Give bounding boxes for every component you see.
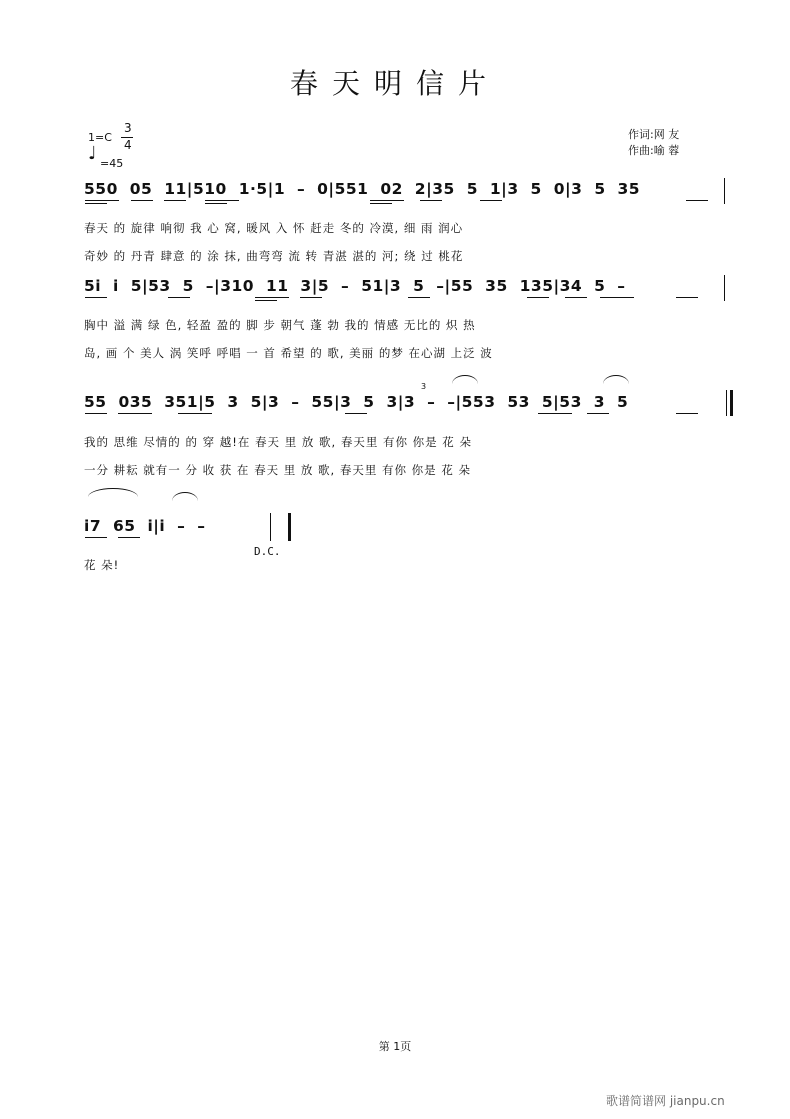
system2-lyrics-verse2: 岛, 画 个 美人 涡 笑呼 呼唱 一 首 希望 的 歌, 美丽 的梦 在心湖 上泛 波 <box>84 346 493 360</box>
underline <box>480 200 502 201</box>
underline <box>205 203 227 204</box>
underline <box>205 200 239 201</box>
quarter-note-icon: ♩ <box>88 143 97 164</box>
underline <box>255 297 289 298</box>
underline <box>118 413 152 414</box>
underline <box>370 200 404 201</box>
credits <box>628 127 679 159</box>
underline <box>420 200 442 201</box>
underline <box>164 200 186 201</box>
system2-notes: 5i i 5|53 5 –|310 11 3|5 – 51|3 5 –|55 35 135|34 5 – <box>84 277 626 295</box>
underline <box>131 200 153 201</box>
page-number: 第 1页 <box>378 1040 412 1053</box>
underline <box>676 297 698 298</box>
underline <box>168 297 190 298</box>
slur <box>603 375 629 384</box>
final-barline <box>288 513 291 541</box>
underline <box>686 200 708 201</box>
underline <box>527 297 549 298</box>
system4-lyrics: 花 朵! <box>84 558 120 572</box>
time-signature-bottom: 4 <box>124 138 132 152</box>
composer-credit: 作曲:喻 蓉 <box>628 144 680 157</box>
barline <box>270 513 271 541</box>
time-signature-top: 3 <box>124 121 132 135</box>
slur <box>88 488 138 497</box>
system1-lyrics-verse2: 奇妙 的 丹青 肆意 的 涂 抹, 曲弯弯 流 转 青湛 湛的 河; 绕 过 桃花 <box>84 249 464 263</box>
slur <box>452 375 478 384</box>
underline <box>370 203 392 204</box>
underline <box>538 413 572 414</box>
watermark: 歌谱简谱网 jianpu.cn <box>606 1094 725 1108</box>
slur <box>172 492 198 501</box>
underline <box>600 297 634 298</box>
underline <box>408 297 430 298</box>
key-signature: 1=C <box>88 131 112 144</box>
underline <box>565 297 587 298</box>
grace-note: 3 <box>421 382 427 391</box>
system3-lyrics-verse2: 一分 耕耘 就有一 分 收 获 在 春天 里 放 歌, 春天里 有你 你是 花 朵 <box>84 463 471 477</box>
underline <box>676 413 698 414</box>
underline <box>118 537 140 538</box>
barline <box>726 390 727 416</box>
underline <box>178 413 212 414</box>
system1-notes: 550 05 11|510 1·5|1 – 0|551 02 2|35 5 1|3 5 0|3 5 35 <box>84 180 641 198</box>
system4-notes: i7 65 i|i – – <box>84 517 206 535</box>
underline <box>255 300 277 301</box>
underline <box>345 413 367 414</box>
repeat-barline <box>730 390 733 416</box>
underline <box>85 537 107 538</box>
underline <box>85 203 107 204</box>
barline <box>724 178 725 204</box>
da-capo-marking: D.C. <box>254 545 281 558</box>
lyricist-credit: 作词:网 友 <box>628 128 680 141</box>
song-title: 春天明信片 <box>289 67 500 100</box>
system3-notes: 55 035 351|5 3 5|3 – 55|3 5 3|3 – –|553 53 5|53 3 5 <box>84 393 629 411</box>
system3-lyrics-verse1: 我的 思维 尽情的 的 穿 越!在 春天 里 放 歌, 春天里 有你 你是 花 朵 <box>84 435 472 449</box>
underline <box>300 297 322 298</box>
underline <box>85 297 107 298</box>
barline <box>724 275 725 301</box>
tempo-marking: =45 <box>100 157 124 170</box>
system1-lyrics-verse1: 春天 的 旋律 响彻 我 心 窝, 暖风 入 怀 赶走 冬的 冷漠, 细 雨 润心 <box>84 221 464 235</box>
system2-lyrics-verse1: 胸中 溢 满 绿 色, 轻盈 盈的 脚 步 朝气 蓬 勃 我的 情感 无比的 炽 热 <box>84 318 476 332</box>
underline <box>85 200 119 201</box>
underline <box>587 413 609 414</box>
underline <box>85 413 107 414</box>
